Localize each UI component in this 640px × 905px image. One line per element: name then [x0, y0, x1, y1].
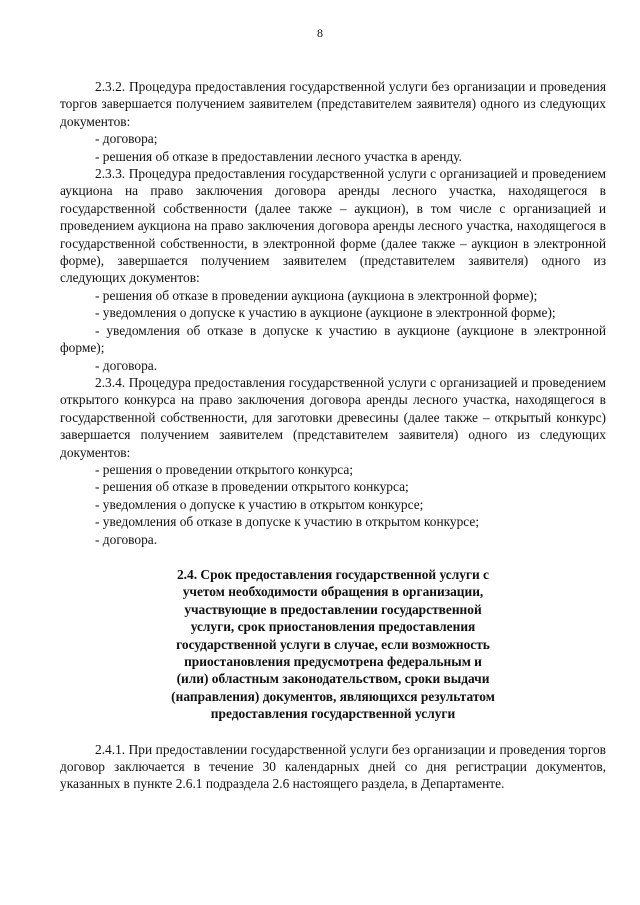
list-item: - решения об отказе в проведении аукциона (аукциона в электронной форме); — [95, 287, 538, 303]
list-item: - решения об отказе в предоставлении лесного участка в аренду. — [95, 148, 462, 164]
list-item: - договора. — [95, 531, 158, 547]
list-item: - уведомления об отказе в допуске к участию в аукционе (аукционе в электронной форме); — [60, 322, 606, 356]
paragraph-2-3-3: 2.3.3. Процедура предоставления государственной услуги с организацией и проведением аукциона на право заключения договора аренды лесного участка, находящегося в государственной собственности (далее также – аукцион), в том числе с организацией и проведением аукциона на право заключения договора аренды лесного участка, находящегося в государственной собственности, в электронной форме (далее также – аукцион в электронной форме), завершается получением заявителем (представителем заявителя) одного из следующих документов: — [60, 166, 606, 286]
paragraph-2-3-2: 2.3.2. Процедура предоставления государственной услуги без организации и проведения торгов завершается получением заявителем (представителем заявителя) одного из следующих документов: — [60, 79, 606, 129]
list-item: - договора; — [95, 131, 158, 147]
list-item: - уведомления об отказе в допуске к участию в открытом конкурсе; — [95, 514, 480, 530]
paragraph-2-3-4: 2.3.4. Процедура предоставления государственной услуги с организацией и проведением открытого конкурса на право заключения договора аренды лесного участка, находящегося в государственной собственности, для заготовки древесины (далее также – открытый конкурс) завершается получением заявителем (представителем заявителя) одного из следующих документов: — [60, 374, 606, 460]
list-item: - уведомления о допуске к участию в открытом конкурсе; — [95, 496, 424, 512]
list-item: - решения о проведении открытого конкурса; — [95, 461, 354, 477]
page-number: 8 — [317, 26, 323, 40]
section-heading-2-4: 2.4. Срок предоставления государственной услуги с учетом необходимости обращения в организации, участвующие в предоставлении государственной услуги, срок приостановления предоставления государственной услуги в случае, если возможность приостановления предусмотрена федеральным и (или) областным законодательством, сроки выдачи (направления) документов, являющихся результатом предоставления государственной услуги — [171, 566, 495, 722]
document-body — [60, 78, 606, 793]
list-item: - уведомления о допуске к участию в аукционе (аукционе в электронной форме); — [95, 305, 556, 321]
list-item: - договора. — [95, 357, 158, 373]
list-item: - решения об отказе в проведении открытого конкурса; — [95, 479, 409, 495]
paragraph-2-4-1: 2.4.1. При предоставлении государственной услуги без организации и проведения торгов договор заключается в течение 30 календарных дней со дня регистрации документов, указанных в пункте 2.6.1 подраздела 2.6 настоящего раздела, в Департаменте. — [60, 741, 606, 792]
